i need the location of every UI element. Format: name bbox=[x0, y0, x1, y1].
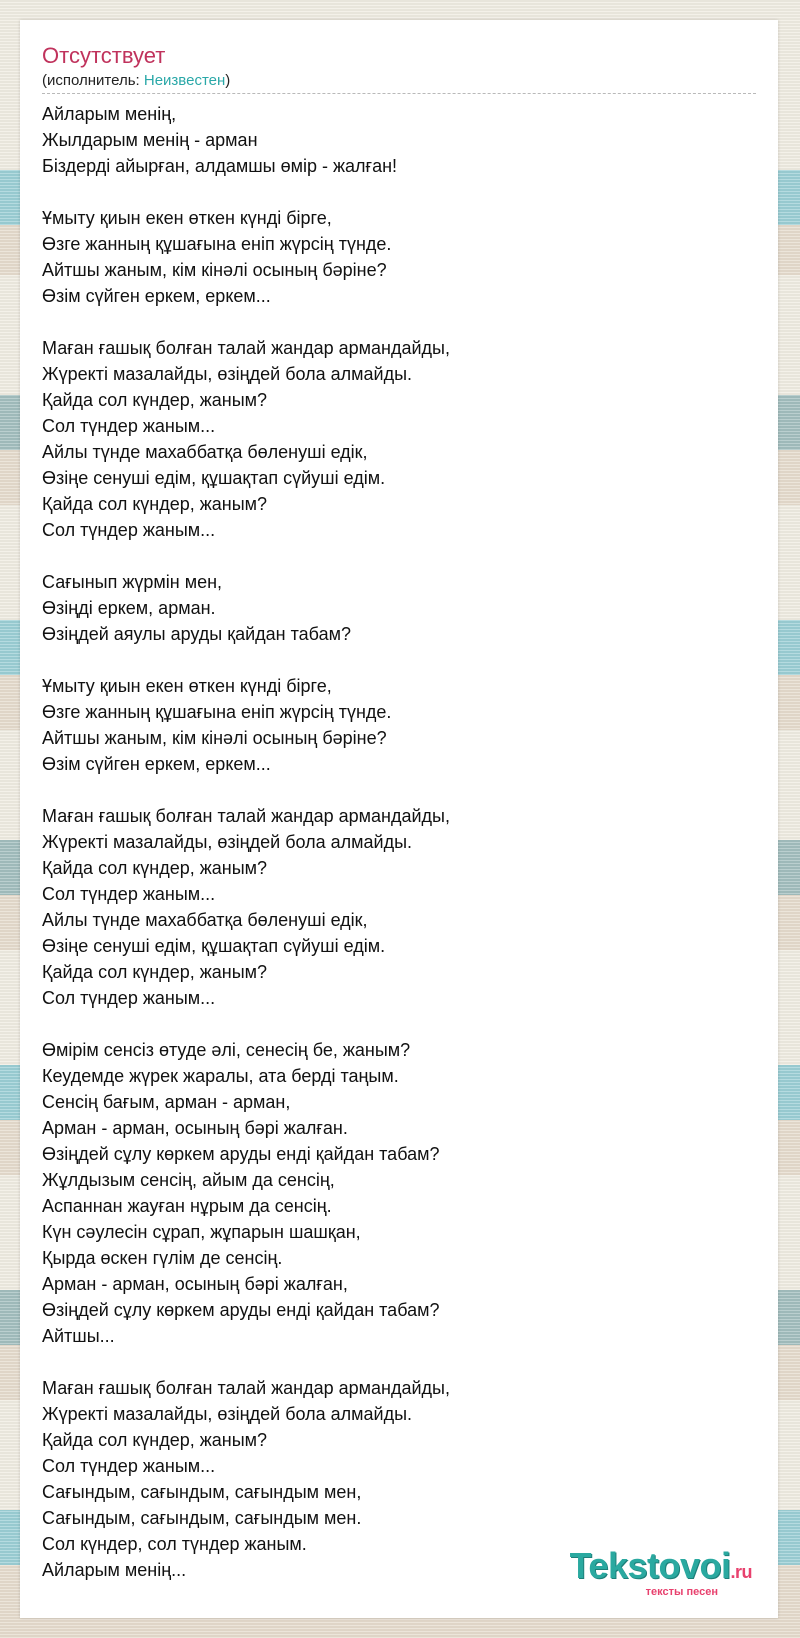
lyric-line: Өзім сүйген еркем, еркем... bbox=[42, 286, 271, 306]
artist-link[interactable]: Неизвестен bbox=[143, 72, 226, 89]
lyric-line: Маған ғашық болған талай жандар армандайды, bbox=[42, 338, 450, 358]
lyric-line: Өзге жанның құшағына еніп жүрсің түнде. bbox=[42, 234, 392, 254]
lyric-line: Жүректі мазалайды, өзіңдей бола алмайды. bbox=[42, 1404, 413, 1424]
lyric-line: Маған ғашық болған талай жандар армандайды, bbox=[42, 806, 450, 826]
stanza-break bbox=[42, 1349, 450, 1375]
lyric-line: Өзіңдей сұлу көркем аруды енді қайдан табам? bbox=[42, 1144, 440, 1164]
lyric-line: Өзіңдей сұлу көркем аруды енді қайдан табам? bbox=[42, 1300, 440, 1320]
lyric-line: Арман - арман, осының бәрі жалған. bbox=[42, 1118, 348, 1138]
logo-name: Tekstovoi bbox=[569, 1545, 731, 1586]
lyric-line: Өзіңдей аяулы аруды қайдан табам? bbox=[42, 624, 351, 644]
stanza-break bbox=[42, 543, 450, 569]
logo-wordmark bbox=[569, 1545, 752, 1590]
song-title: Отсутствует bbox=[42, 43, 166, 68]
lyric-line: Өмірім сенсіз өтуде әлі, сенесің бе, жаным? bbox=[42, 1040, 411, 1060]
song-header bbox=[42, 42, 756, 94]
lyric-line: Жұлдызым сенсің, айым да сенсің, bbox=[42, 1170, 335, 1190]
lyric-line: Айтшы жаным, кім кінәлі осының бәріне? bbox=[42, 260, 387, 280]
lyric-line: Сол түндер жаным... bbox=[42, 1456, 216, 1476]
lyric-line: Айлы түнде махаббатқа бөленуші едік, bbox=[42, 442, 368, 462]
lyric-line: Біздерді айырған, алдамшы өмір - жалған! bbox=[42, 156, 398, 176]
lyric-line: Сағындым, сағындым, сағындым мен. bbox=[42, 1508, 362, 1528]
lyric-line: Қайда сол күндер, жаным? bbox=[42, 858, 268, 878]
site-logo[interactable] bbox=[569, 1545, 752, 1598]
logo-tagline: тексты песен bbox=[645, 1586, 718, 1598]
lyric-line: Сол түндер жаным... bbox=[42, 884, 216, 904]
lyric-line: Жүректі мазалайды, өзіңдей бола алмайды. bbox=[42, 364, 413, 384]
lyric-line: Өзім сүйген еркем, еркем... bbox=[42, 754, 271, 774]
lyric-line: Айларым менің, bbox=[42, 104, 177, 124]
lyric-line: Сол түндер жаным... bbox=[42, 520, 216, 540]
lyric-line: Өзге жанның құшағына еніп жүрсің түнде. bbox=[42, 702, 392, 722]
lyric-line: Арман - арман, осының бәрі жалған, bbox=[42, 1274, 348, 1294]
lyric-line: Аспаннан жауған нұрым да сенсің. bbox=[42, 1196, 332, 1216]
lyric-line: Өзіңді еркем, арман. bbox=[42, 598, 216, 618]
lyric-line: Сағынып жүрмін мен, bbox=[42, 572, 223, 592]
lyric-line: Өзіңе сенуші едім, құшақтап сүйуші едім. bbox=[42, 936, 386, 956]
lyric-line: Сол күндер, сол түндер жаным. bbox=[42, 1534, 307, 1554]
lyric-line: Айларым менің... bbox=[42, 1560, 187, 1580]
lyric-line: Күн сәулесін сұрап, жұпарын шашқан, bbox=[42, 1222, 361, 1242]
lyric-line: Сол түндер жаным... bbox=[42, 988, 216, 1008]
logo-domain: .ru bbox=[730, 1562, 752, 1582]
lyric-line: Айлы түнде махаббатқа бөленуші едік, bbox=[42, 910, 368, 930]
lyric-line: Айтшы... bbox=[42, 1326, 115, 1346]
lyric-line: Жылдарым менің - арман bbox=[42, 130, 258, 150]
artist-suffix: ) bbox=[225, 72, 231, 89]
artist-prefix: (исполнитель: bbox=[42, 72, 144, 89]
lyric-line: Сенсің бағым, арман - арман, bbox=[42, 1092, 291, 1112]
lyric-line: Сол түндер жаным... bbox=[42, 416, 216, 436]
lyrics-body bbox=[42, 101, 450, 1583]
lyric-line: Өзіңе сенуші едім, құшақтап сүйуші едім. bbox=[42, 468, 386, 488]
lyric-line: Сағындым, сағындым, сағындым мен, bbox=[42, 1482, 362, 1502]
stanza-break bbox=[42, 647, 450, 673]
lyric-line: Қайда сол күндер, жаным? bbox=[42, 390, 268, 410]
lyric-line: Ұмыту қиын екен өткен күнді бірге, bbox=[42, 208, 332, 228]
lyric-line: Кеудемде жүрек жаралы, ата берді таңым. bbox=[42, 1066, 399, 1086]
lyric-line: Жүректі мазалайды, өзіңдей бола алмайды. bbox=[42, 832, 413, 852]
stanza-break bbox=[42, 179, 450, 205]
lyrics-card bbox=[20, 20, 778, 1618]
lyric-line: Қайда сол күндер, жаным? bbox=[42, 1430, 268, 1450]
stanza-break bbox=[42, 1011, 450, 1037]
lyric-line: Маған ғашық болған талай жандар армандайды, bbox=[42, 1378, 450, 1398]
stanza-break bbox=[42, 309, 450, 335]
lyric-line: Қайда сол күндер, жаным? bbox=[42, 962, 268, 982]
artist-line bbox=[42, 72, 756, 94]
lyric-line: Қайда сол күндер, жаным? bbox=[42, 494, 268, 514]
lyric-line: Ұмыту қиын екен өткен күнді бірге, bbox=[42, 676, 332, 696]
stanza-break bbox=[42, 777, 450, 803]
lyric-line: Қырда өскен гүлім де сенсің. bbox=[42, 1248, 283, 1268]
lyric-line: Айтшы жаным, кім кінәлі осының бәріне? bbox=[42, 728, 387, 748]
